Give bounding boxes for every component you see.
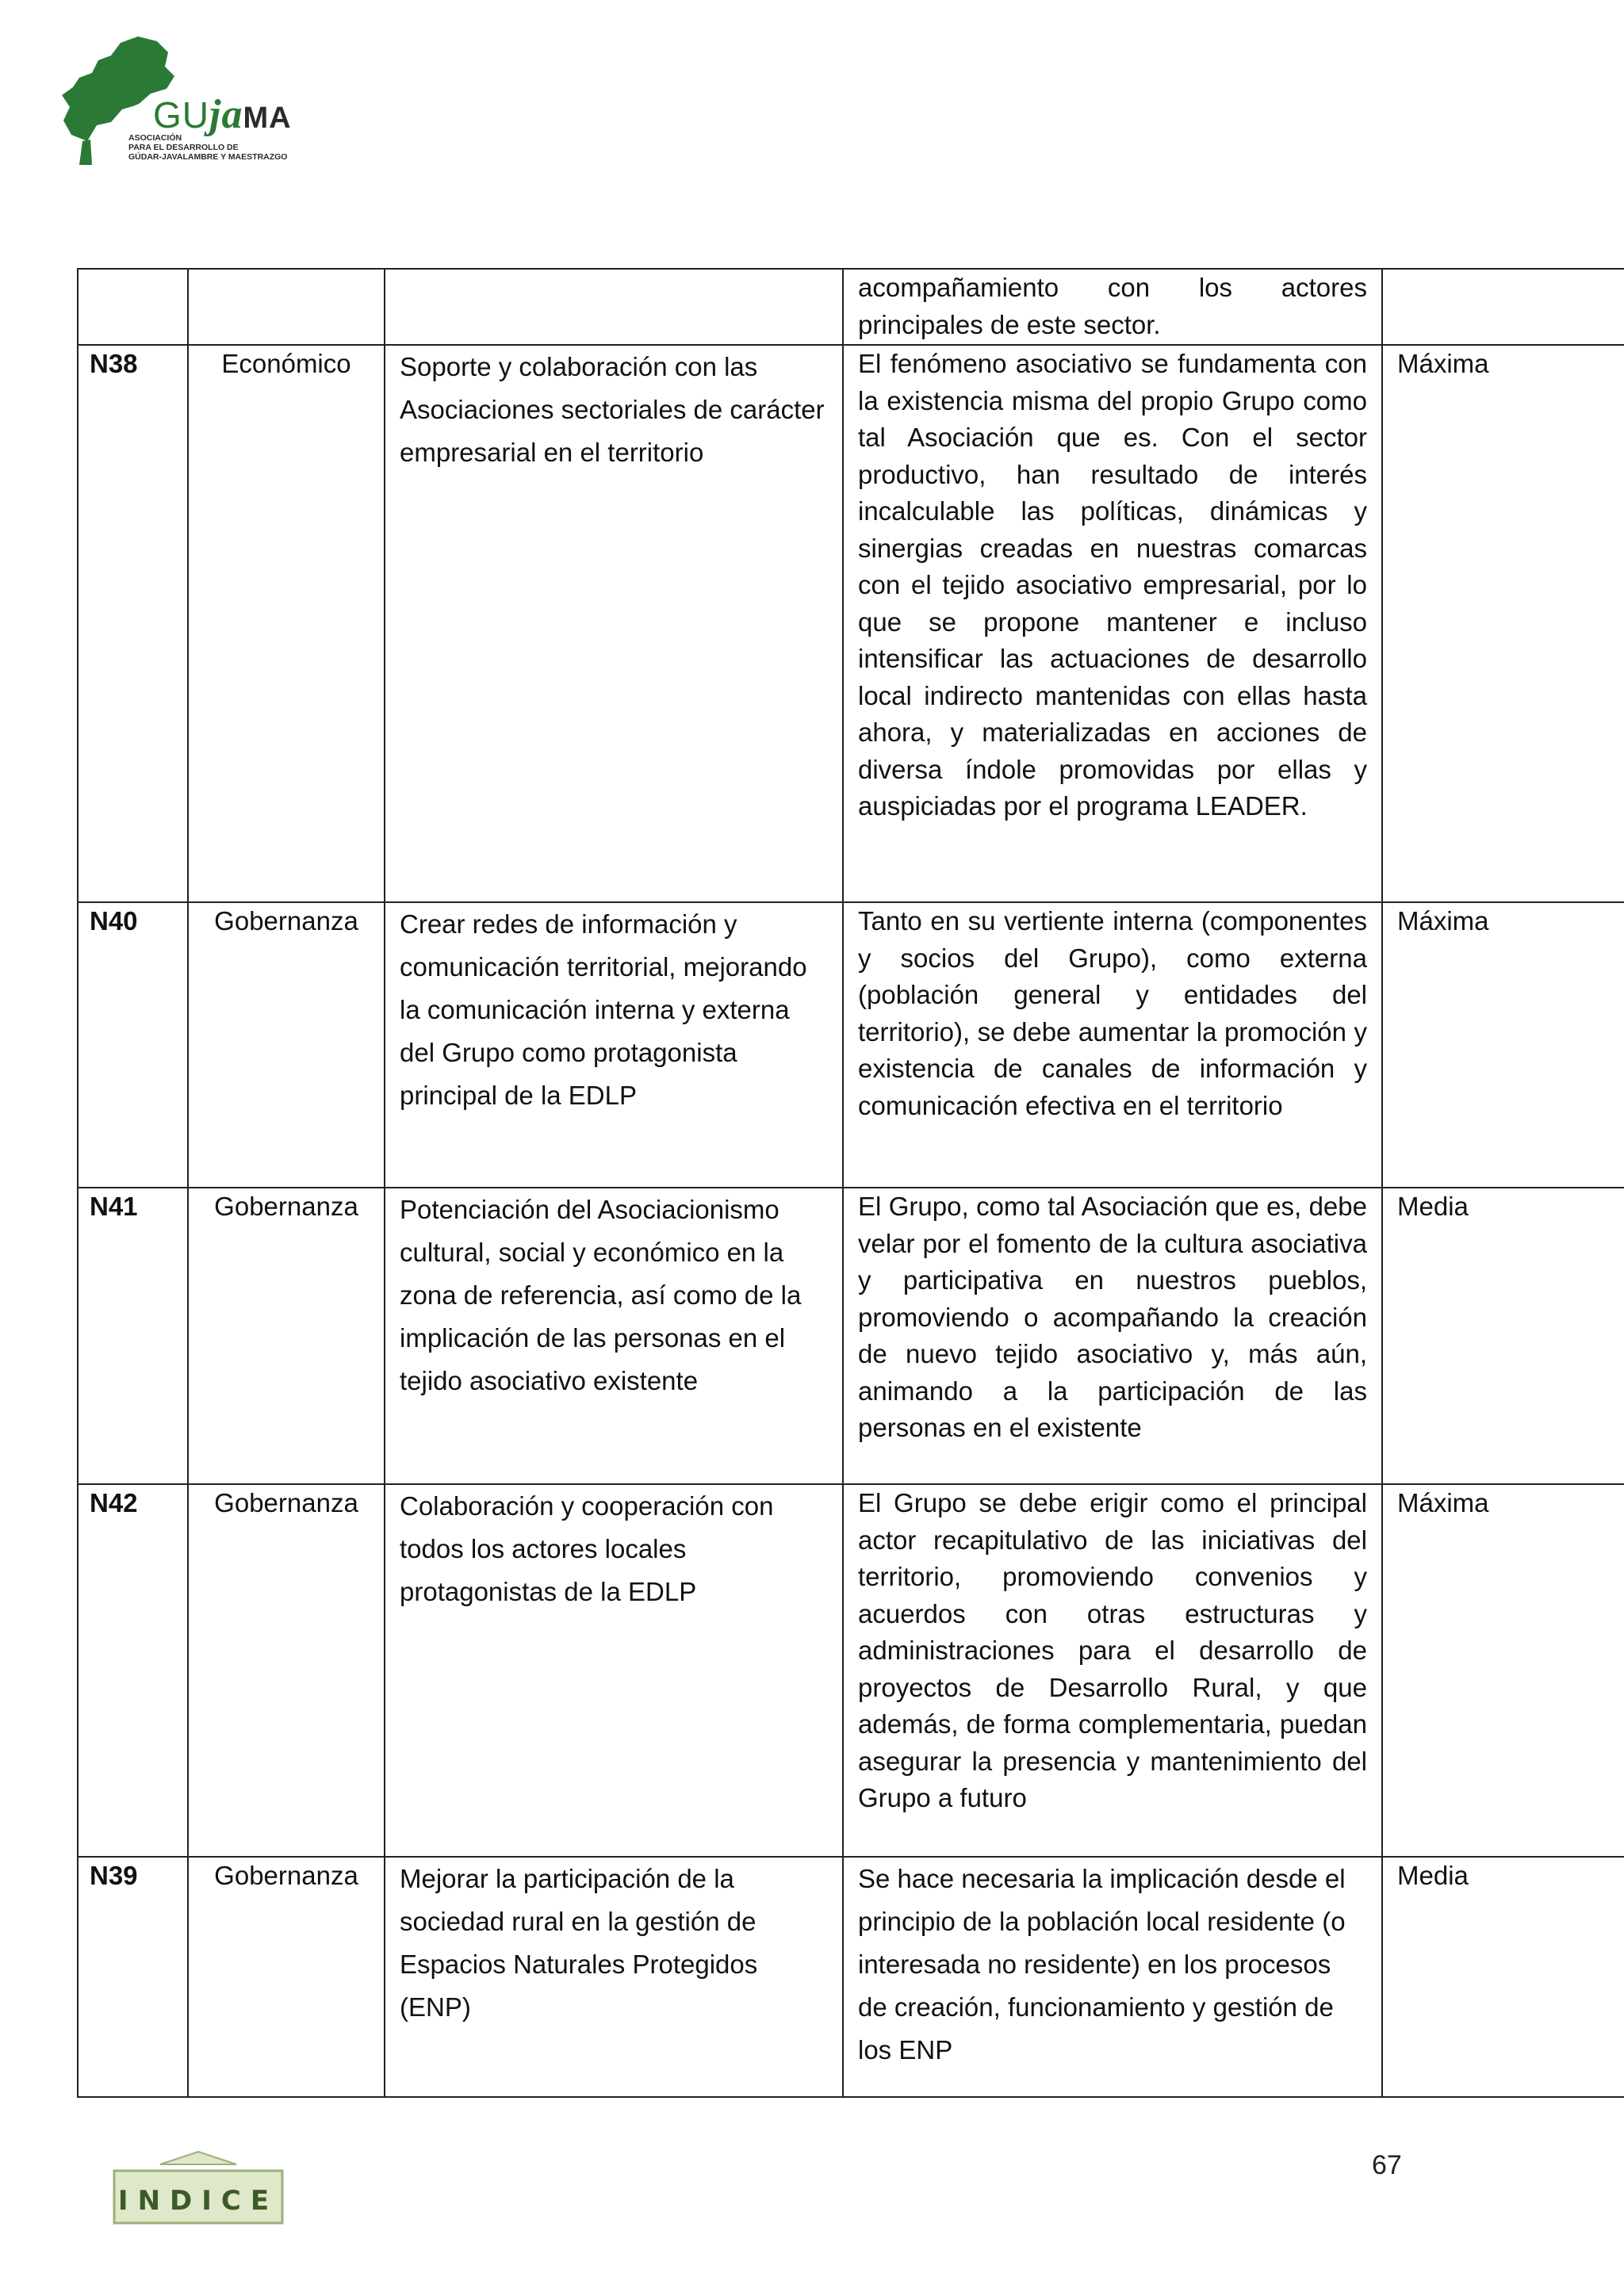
logo-wordmark [127,82,292,140]
logo-ja: ja [209,92,243,137]
code-cell: N38 [78,345,188,902]
justification-cell: El fenómeno asociativo se fundamenta con la existencia misma del propio Grupo como tal Asociación que es. Con el sector productivo, han resultado de interés incalculable las políticas, dinámicas y sinergias creadas en nuestras comarcas con el tejido asociativo empresarial, por lo que se propone mantener e incluso intensificar las actuaciones de desarrollo local indirecto mantenidas con ellas hasta ahora, y materializadas en acciones de diversa índole promovidas por ellas y auspiciadas por el programa LEADER. [843,345,1382,902]
table-row [78,1188,1624,1484]
justification-cell: Tanto en su vertiente interna (componentes y socios del Grupo), como externa (población general y entidades del territorio), se debe aumentar la promoción y existencia de canales de información y comunicación efectiva en el territorio [843,902,1382,1188]
logo-subtitle-line: PARA EL DESARROLLO DE [128,143,239,152]
justification-cell: El Grupo se debe erigir como el principal actor recapitulativo de las iniciativas del territorio, promoviendo convenios y acuerdos con otras estructuras y administraciones para el desarrollo de proyectos de Desarrollo Rural, y que además, de forma complementaria, puedan asegurar la presencia y mantenimiento del Grupo a futuro [843,1484,1382,1857]
type-cell: Gobernanza [188,902,385,1188]
priority-cell: Máxima [1382,902,1624,1188]
table-row [78,1484,1624,1857]
page-number: 67 [1372,2150,1402,2180]
table-row [78,345,1624,902]
need-cell: Soporte y colaboración con las Asociaciones sectoriales de carácter empresarial en el territorio [385,345,843,902]
need-cell: Mejorar la participación de la sociedad rural en la gestión de Espacios Naturales Protegidos (ENP) [385,1857,843,2097]
code-cell: N41 [78,1188,188,1484]
logo-subtitle [128,133,303,162]
logo-subtitle-line: GÚDAR-JAVALAMBRE Y MAESTRAZGO [128,152,288,162]
priority-cell: Máxima [1382,345,1624,902]
priority-cell: Máxima [1382,1484,1624,1857]
logo-gu: GU [153,94,209,136]
justification-cell: Se hace necesaria la implicación desde el principio de la población local residente (o interesada no residente) en los procesos de creación, funcionamiento y gestión de los ENP [843,1857,1382,2097]
organization-logo [56,32,293,174]
priority-cell: Media [1382,1857,1624,2097]
priority-cell: Media [1382,1188,1624,1484]
type-cell: Gobernanza [188,1857,385,2097]
justification-cell: acompañamiento con los actores principales de este sector. [843,269,1382,345]
need-cell: Colaboración y cooperación con todos los actores locales protagonistas de la EDLP [385,1484,843,1857]
table-row [78,269,1624,345]
indice-label: INDICE [117,2185,279,2217]
logo-subtitle-line: ASOCIACIÓN [128,133,182,143]
table-row [78,1857,1624,2097]
logo-ma: MA [243,101,292,135]
justification-cell: El Grupo, como tal Asociación que es, debe velar por el fomento de la cultura asociativa y participativa en nuestros pueblos, promoviendo o acompañando la creación de nuevo tejido asociativo y, más aún, animando a la participación de las personas en el existente [843,1188,1382,1484]
code-cell: N39 [78,1857,188,2097]
logo-letter: a [127,82,153,139]
code-cell: N42 [78,1484,188,1857]
needs-table [77,268,1624,2098]
need-cell [385,269,843,345]
code-cell: N40 [78,902,188,1188]
type-cell: Gobernanza [188,1188,385,1484]
need-cell: Potenciación del Asociacionismo cultural, social y económico en la zona de referencia, así como de la implicación de las personas en el tejido asociativo existente [385,1188,843,1484]
priority-cell [1382,269,1624,345]
indice-button[interactable] [113,2150,284,2226]
type-cell: Gobernanza [188,1484,385,1857]
type-cell: Económico [188,345,385,902]
type-cell [188,269,385,345]
table-row [78,902,1624,1188]
need-cell: Crear redes de información y comunicación territorial, mejorando la comunicación interna y externa del Grupo como protagonista principal de la EDLP [385,902,843,1188]
code-cell [78,269,188,345]
